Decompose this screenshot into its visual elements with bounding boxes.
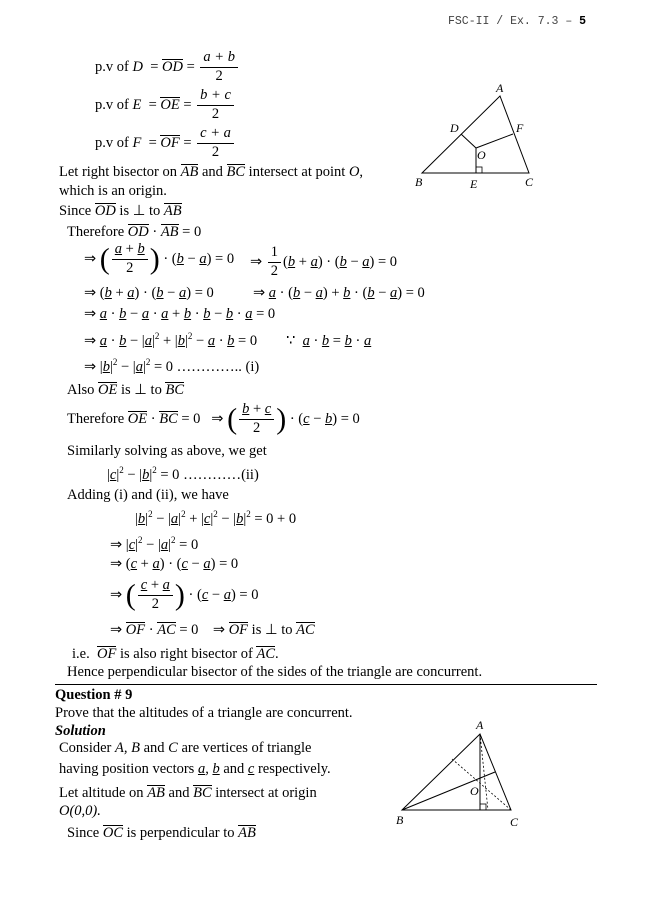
vec-bc: BC [165,382,184,398]
fig2-label-o: O [470,784,479,798]
fig1-label-o: O [477,148,486,162]
vec-bc: BC [193,785,212,801]
text-having: having position vectors [59,761,198,777]
question-9-statement: Prove that the altitudes of a triangle are concurrent. [55,705,353,721]
vec-of: OF [228,622,249,638]
section-divider [55,684,597,685]
text-intersect-origin: intersect at origin [211,785,317,801]
vec-ab: AB [163,203,182,219]
consider-line [59,741,311,757]
text-vertices: are vertices of triangle [177,740,312,756]
pv-label: p.v of [95,58,129,75]
text-also: Also [67,382,99,398]
eq-ii: $|c|^2 - |b|^2 = 0$ …………(ii) [107,465,259,483]
eq-step-1b: ⇒ $\frac{1}{2}$ (b + a) · (b − a) = 0 [250,244,398,279]
var-b: b [287,253,296,270]
fig1-label-f: F [516,121,524,135]
var-b: b [137,241,145,257]
vec-ac: AC [296,622,315,638]
var-b: b [212,761,220,777]
frac-e [197,88,234,123]
text-perp: is ⊥ to [117,382,166,398]
text-therefore: Therefore [67,224,128,240]
vec-ab: AB [147,785,165,801]
fig1-label-d: D [450,121,459,135]
solution-heading: Solution [55,723,106,739]
pv-label: p.v of [95,96,129,113]
fig2-label-a: A [476,718,484,732]
vec-oe: OE [98,382,118,398]
which-origin-line: which is an origin. [59,183,167,199]
text-perp: is ⊥ to [248,622,297,638]
similarly-line: Similarly solving as above, we get [67,443,267,459]
triangle-figure-altitudes [390,714,530,834]
eq-sum: $|b|^2 - |a|^2 + |c|^2 - |b|^2 = 0 + 0$ [135,509,297,527]
let-altitude-line [59,786,317,802]
vec-ac: AC [256,646,275,662]
triangle-figure-bisectors [412,78,542,196]
eq-step-2: ⇒ (b + a) · (b − a) = 0 [84,285,214,301]
vec-od: OD [127,224,149,240]
vec-oe: OE [160,96,180,113]
frac-d [200,50,238,85]
vec-ab: AB [180,164,199,180]
eq-sum-2: ⇒ $|c|^2 - |a|^2 = 0$ [110,535,199,553]
text-and: and [198,164,227,180]
text-and: and [164,785,194,801]
vec-ab: AB [160,224,179,240]
tag-ii: …………(ii) [183,466,259,483]
text-consider: Consider [59,740,115,756]
frac-e-num: b + c [197,88,234,106]
text-since: Since [67,825,103,841]
eq-step-4: ⇒ $a \cdot b - |a|^2 + |b|^2 - a \cdot b = 0$ ∵ a · b = b · a [84,331,372,349]
page-header [448,16,586,29]
var-b: b [176,250,184,267]
page-number: 5 [579,15,587,28]
text-let-right: Let right bisector on [59,164,181,180]
point-e: E [132,96,142,113]
var-b: b [339,253,347,270]
frac-f-den: 2 [211,143,220,160]
vec-od: OD [162,58,183,75]
fig1-label-e: E [470,177,478,191]
var-a: a [197,761,206,777]
var-a: a [362,253,370,270]
eq-sum-4: ⇒ ( $\frac{c + a}{2}$ ) · (c − a) = 0 [110,577,259,612]
point-d: D [132,58,143,75]
vec-oc: OC [102,825,123,841]
frac-d-num: a + b [200,50,238,68]
eq-step-5: ⇒ $|b|^2 - |a|^2 = 0$ ………….. (i) [84,357,260,375]
because-symbol: ∵ [286,332,296,349]
vec-bc: BC [226,164,246,180]
vec-bc: BC [159,410,178,427]
text-and: and [219,761,248,777]
text-is-also-right: is also right bisector of [116,646,257,662]
vec-of: OF [96,646,117,662]
vec-oe: OE [127,410,148,427]
text-perp-to: is perpendicular to [123,825,239,841]
text-intersect: intersect at point [245,164,349,180]
text-ie: i.e. [72,646,90,662]
text-since: Since [59,203,95,219]
var-a: a [114,241,123,257]
fig2-label-b: B [396,813,404,827]
pv-f-line: p.v of F = OF = $\frac{c + a}{2}$ [95,126,236,161]
fig1-label-c: C [525,175,534,189]
tag-i: ………….. (i) [176,358,260,375]
vec-od: OD [94,203,116,219]
therefore-oe-bc-line: Therefore OE · BC = 0 ⇒ ( $\frac{b + c}{2}$ ) · (c − b) = 0 [67,401,360,436]
since-od-line [59,204,182,220]
ie-line: i.e. OF is also right bisector of AC. [72,646,279,662]
text-therefore: Therefore [67,410,128,427]
vec-ab: AB [238,825,256,841]
frac-f-num: c + a [197,126,234,144]
also-oe-line [67,383,184,399]
eq-sum-5: ⇒ OF · AC = 0 ⇒ OF is ⊥ to AC [110,622,315,638]
hence-line: Hence perpendicular bisector of the sides of the triangle are concurrent. [67,664,483,680]
vec-of: OF [160,134,180,151]
fig1-label-b: B [415,175,423,189]
point-o: O [348,164,360,180]
text-respectively: respectively. [254,761,331,777]
text-and: and [139,740,169,756]
fig2-label-c: C [510,815,519,829]
fig1-label-a: A [496,81,504,95]
eq-step-1: ⇒ ( $\frac{a + b}{2}$ ) · (b − a) = 0 [84,241,235,276]
eq-zero-plus-zero: = 0 + 0 [254,510,297,527]
let-right-bisector-line: Let right bisector on AB and BC intersect at point O, [59,164,364,180]
eq-step-2b: ⇒ a · (b − a) + b · (b − a) = 0 [253,285,425,301]
vec-ac: AC [157,622,176,638]
pv-label: p.v of [95,134,129,151]
adding-line: Adding (i) and (ii), we have [67,487,229,503]
having-line: having position vectors a, b and c respectively. [59,761,331,777]
question-9-heading: Question # 9 [55,687,133,703]
header-text: FSC-II / Ex. 7.3 – [448,15,580,28]
eq-zero: = 0 [182,224,202,240]
frac-d-den: 2 [215,67,223,84]
origin-line: O(0,0). [59,803,101,819]
eq-step-3: ⇒ a · b − a · a + b · b − b · a = 0 [84,306,276,322]
therefore-od-ab-line: Therefore OD · AB = 0 [67,224,202,240]
frac-f [197,126,234,161]
pv-e-line: p.v of E = OE = $\frac{b + c}{2}$ [95,88,236,123]
text-let-altitude: Let altitude on [59,785,148,801]
since-oc-line [67,826,256,842]
var-a: a [310,253,318,270]
point-c: C [168,740,178,756]
var-c: c [247,761,255,777]
pv-d-line: p.v of D = OD = $\frac{a + b}{2}$ [95,50,240,85]
eq-sum-3: ⇒ (c + a) · (c − a) = 0 [110,556,239,572]
point-f: F [132,134,142,151]
frac-e-den: 2 [211,105,220,122]
text-perp: is ⊥ to [115,203,164,219]
var-a: a [199,250,207,267]
points-ab: A, B [114,740,140,756]
vec-of: OF [125,622,146,638]
